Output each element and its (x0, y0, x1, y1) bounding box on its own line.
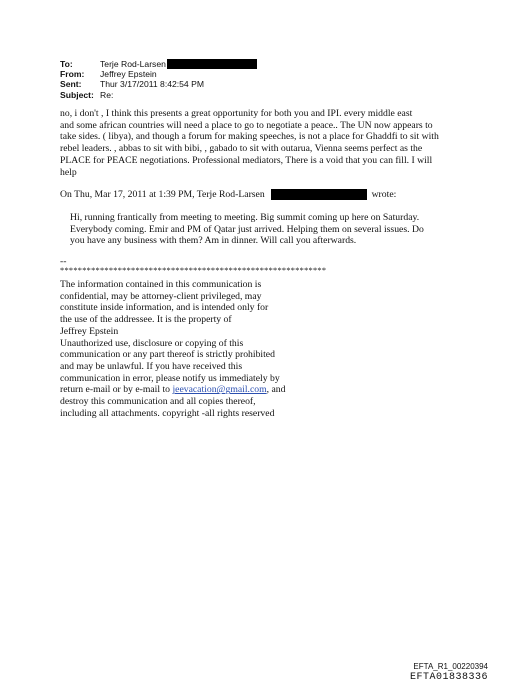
disclaimer-line: destroy this communication and all copies thereof, (60, 396, 256, 408)
quoted-message (70, 212, 424, 247)
body-line: and some african countries will need a place to go to negotiate a peace.. The UN now appears to (60, 119, 433, 131)
sent-label: Sent: (60, 79, 82, 90)
from-row (60, 69, 257, 79)
quote-intro-suffix: wrote: (371, 189, 397, 200)
body-line: rebel leaders. , abbas to sit with bibi, , gabado to sit with outarua, Vienna seems perfect as the (60, 143, 423, 155)
disclaimer-line: confidential, may be attorney-client privileged, may (60, 290, 262, 302)
subject-value: Re: (100, 89, 114, 100)
disclaimer-line: The information contained in this communication is (60, 279, 262, 290)
disclaimer-line: including all attachments. copyright -all rights reserved (60, 407, 275, 419)
from-label: From: (60, 69, 85, 80)
disclaimer-line: constitute inside information, and is intended only for (60, 302, 269, 314)
to-value: Terje Rod-Larsen (100, 59, 166, 69)
email-body (60, 108, 439, 178)
subject-label: Subject: (60, 89, 94, 100)
sent-value: Thur 3/17/2011 8:42:54 PM (100, 79, 204, 90)
quoted-line: Hi, running frantically from meeting to meeting. Big summit coming up here on Saturday. (70, 212, 420, 223)
email-suffix: , and (266, 384, 286, 396)
quote-intro (60, 189, 396, 201)
disclaimer-line: and may be unlawful. If you have received this (60, 360, 243, 372)
to-row (60, 59, 257, 69)
sent-row (60, 79, 257, 89)
body-line: take sides. ( libya), and though a forum for making speeches, is not a place for Ghaddfi to sit with (60, 131, 439, 143)
body-line: help (60, 166, 77, 178)
body-line: PLACE for PEACE negotiations. Professional mediators, There is a void that you can fill. I will (60, 154, 433, 166)
signature-dash: -- (60, 256, 67, 267)
email-header (60, 59, 257, 100)
body-line: no, i don't , I think this presents a great opportunity for both you and IPI. every middle east (60, 108, 413, 119)
email-prefix: return e-mail or by e-mail to (60, 384, 173, 396)
quote-intro-prefix: On Thu, Mar 17, 2011 at 1:39 PM, Terje Rod-Larsen (60, 189, 265, 200)
disclaimer-line: the use of the addressee. It is the property of (60, 314, 232, 326)
to-label: To: (60, 59, 73, 69)
disclaimer (60, 279, 286, 419)
disclaimer-line: communication in error, please notify us immediately by (60, 372, 280, 384)
disclaimer-email-line (60, 384, 286, 396)
disclaimer-line: Jeffrey Epstein (60, 325, 119, 337)
disclaimer-line: communication or any part thereof is strictly prohibited (60, 349, 275, 361)
disclaimer-line: Unauthorized use, disclosure or copying of this (60, 337, 244, 349)
quoted-line: Everybody coming. Emir and PM of Qatar just arrived. Helping them on several issues. Do (70, 223, 424, 235)
bates-number-secondary: EFTA01838336 (409, 672, 488, 683)
signature-stars: ************************************************************ (60, 266, 327, 275)
quoted-line: you have any business with them? Am in dinner. Will call you afterwards. (70, 235, 357, 247)
subject-row (60, 90, 257, 100)
from-value: Jeffrey Epstein (100, 69, 157, 80)
bates-number-primary: EFTA_R1_00220394 (413, 662, 488, 671)
email-link[interactable]: jeevacation@gmail.com (172, 384, 267, 396)
redaction-block (271, 189, 367, 200)
redaction-block (167, 59, 257, 69)
